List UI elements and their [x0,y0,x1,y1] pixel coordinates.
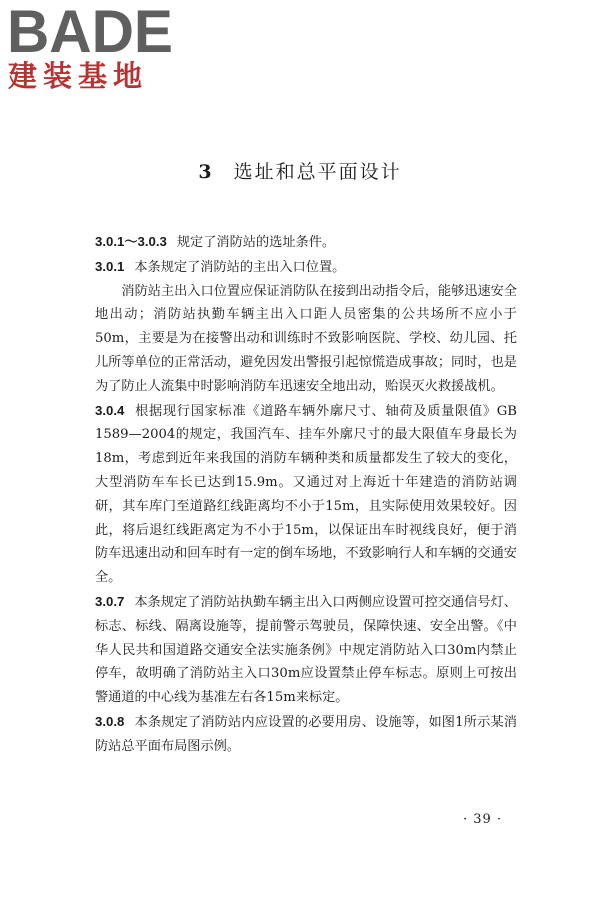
clause-number: 3.0.1～3.0.3 [95,234,167,249]
clause-paragraph [95,590,517,710]
svg-text:BADE: BADE [7,2,173,58]
body-text [95,230,517,759]
clause-number: 3.0.1 [95,258,125,274]
chapter-title-text: 选址和总平面设计 [233,161,402,183]
clause-text: 规定了消防站的选址条件。 [176,235,336,250]
clause-number: 3.0.8 [95,713,125,729]
clause-text: 本条规定了消防站的主出入口位置。 [134,259,346,275]
clause-paragraph [95,710,517,759]
chapter-title [0,158,600,186]
logo-subtitle: 建装基地 [8,59,149,93]
logo [6,2,176,98]
clause-text: 根据现行国家标准《道路车辆外廓尺寸、轴荷及质量限值》GB 1589—2004的规定，我国汽车、挂车外廓尺寸的最大限值车身最长为18m，考虑到近年来我国的消防车辆种类和质量都发生了较大的变化，大型消防车车长已达到15.9m。又通过对上海近十年建造的消防站调研，其车库门至道路红线距离均不小于15m，且实际使用效果较好。因此，将后退红线距离定为不小于15m，以保证出车时视线良好，便于消防车迅速出动和回车时有一定的倒车场地，不致影响行人和车辆的交通安全。 [95,403,517,586]
clause-number: 3.0.4 [95,402,125,418]
clause-text: 本条规定了消防站执勤车辆主出入口两侧应设置可控交通信号灯、标志、标线、隔离设施等，提前警示驾驶员，保障快速、安全出警。《中华人民共和国道路交通安全法实施条例》中规定消防站入口30m内禁止停车，故明确了消防站主入口30m应设置禁止停车标志。原则上可按出警通道的中心线为基准左右各15m来标定。 [95,594,517,706]
clause-paragraph [95,399,517,590]
clause-number: 3.0.7 [95,593,125,609]
page-number: · 39 · [463,812,503,827]
explanation-paragraph: 消防站主出入口位置应保证消防队在接到出动指令后，能够迅速安全地出动；消防站执勤车辆主出入口距人员密集的公共场所不应小于50m，主要是为在接警出动和训练时不致影响医院、学校、幼儿园、托儿所等单位的正常活动，避免因发出警报引起惊慌造成事故；同时，也是为了防止人流集中时影响消防车迅速安全地出动，贻误灭火救援战机。 [95,283,518,394]
clause-paragraph [95,255,517,280]
logo-wordmark [6,2,176,58]
chapter-number: 3 [198,161,212,183]
clause-text: 本条规定了消防站内应设置的必要用房、设施等，如图1所示某消防站总平面布局图示例。 [95,714,517,754]
clause-paragraph [95,230,517,255]
